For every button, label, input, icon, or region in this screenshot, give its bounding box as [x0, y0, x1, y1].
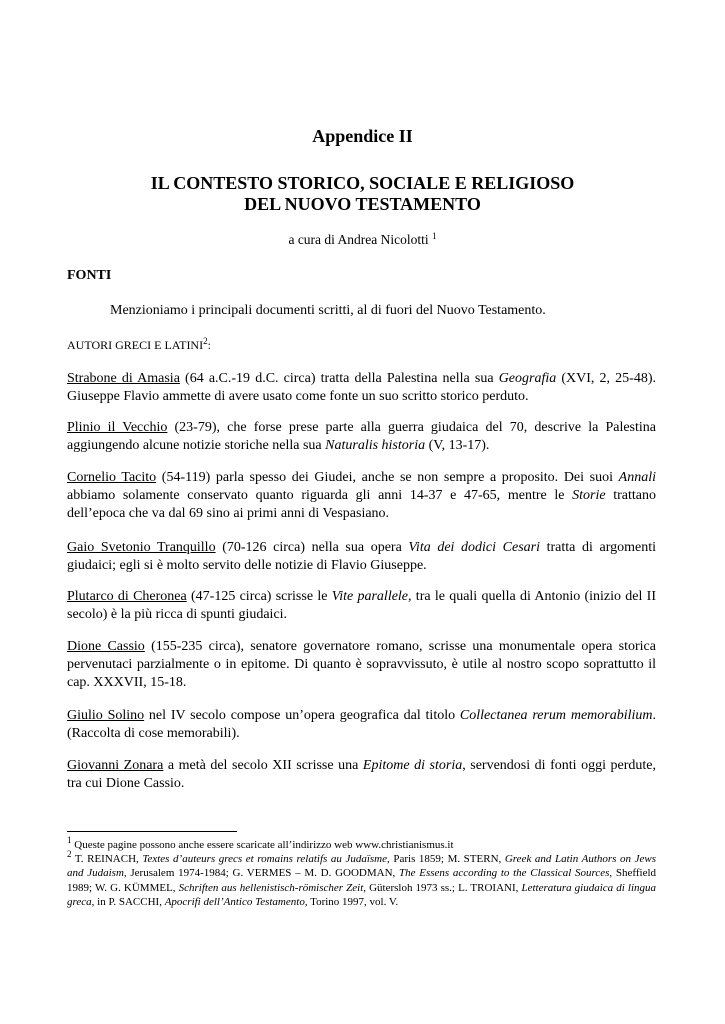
work-title: Vite parallele: [331, 589, 409, 604]
entry-plinio: [67, 419, 656, 455]
entry-dione: [67, 638, 656, 692]
footnote-text: , Sheffield 1989; W. G. KÜMMEL,: [67, 867, 657, 894]
footnote-number: 2: [67, 849, 72, 859]
cited-title: Greek and Latin Authors on Jews and Judaism: [67, 853, 656, 880]
entry-zonara: [67, 757, 656, 793]
footnote-text: , Paris 1859; M. STERN,: [387, 853, 505, 865]
entry-text: (V, 13-17).: [425, 438, 490, 453]
cited-title: Schriften aus hellenistisch-römischer Zeit: [178, 881, 364, 894]
author-name: Gaio Svetonio Tranquillo: [67, 540, 216, 555]
author-name: Strabone di Amasia: [67, 371, 180, 386]
footnote-1: [67, 835, 656, 852]
author-name: Plinio il Vecchio: [67, 420, 168, 435]
author-name: Giovanni Zonara: [67, 758, 164, 773]
entry-text: (155-235 circa), senatore governatore romano, scrisse una monumentale opera storica pervenutaci parzialmente o in epitome. Di quanto è sopravvissuto, è utile al nostro scopo soprattutto il cap. XXXVII, 15-18.: [67, 639, 656, 690]
footnote-text: , in P. SACCHI,: [91, 895, 165, 908]
subheading-colon: :: [207, 338, 211, 352]
author-name: Giulio Solino: [67, 708, 145, 723]
footnote-ref-2: 2: [203, 336, 208, 346]
work-title: Annali: [618, 470, 656, 485]
main-title-line1: IL CONTESTO STORICO, SOCIALE E RELIGIOSO: [150, 173, 575, 193]
entry-text: . (Raccolta di cose memorabili).: [67, 708, 656, 741]
author-name: Cornelio Tacito: [67, 470, 157, 485]
cited-title: The Essens according to the Classical Sources: [399, 867, 610, 880]
footnote-text: , Torino 1997, vol. V.: [304, 895, 399, 908]
appendix-title: Appendice II: [312, 126, 413, 146]
curator-text: a cura di Andrea Nicolotti: [288, 232, 429, 247]
entry-text: nel IV secolo compose un’opera geografica dal titolo: [144, 708, 460, 723]
footnote-number: 1: [67, 835, 72, 845]
entry-text: (64 a.C.-19 d.C. circa) tratta della Palestina nella sua: [179, 371, 499, 386]
author-name: Plutarco di Cheronea: [67, 589, 187, 604]
main-title-line2: DEL NUOVO TESTAMENTO: [244, 194, 481, 214]
footnote-text: Queste pagine possono anche essere scaricate all’indirizzo web www.christianismus.it: [74, 839, 454, 851]
entry-text: (54-119) parla spesso dei Giudei, anche se non sempre a proposito. Dei suoi: [156, 470, 619, 485]
footnote-text: , Jerusalem 1974-1984; G. VERMES – M. D. GOODMAN,: [123, 867, 399, 880]
work-title: Collectanea rerum memorabilium: [459, 708, 653, 723]
entry-text: , servendosi di fonti oggi perdute, tra cui Dione Cassio.: [67, 758, 657, 791]
entry-text: a metà del secolo XII scrisse una: [163, 758, 363, 773]
cited-title: Apocrifi dell’Antico Testamento: [164, 895, 305, 908]
entry-text: (70-126 circa) nella sua opera: [215, 540, 409, 555]
entry-svetonio: [67, 539, 656, 575]
footnote-2: [67, 849, 657, 909]
work-title: Storie: [572, 488, 606, 503]
entry-text: (23-79), che forse prese parte alla guerra giudaica del 70, descrive la Palestina aggiungendo alcune notizie storiche nella sua: [67, 420, 656, 453]
footnote-separator: [67, 831, 237, 832]
subheading-authors: [67, 338, 211, 353]
cited-title: Letteratura giudaica di lingua greca: [67, 881, 657, 908]
work-title: Naturalis historia: [325, 438, 426, 453]
entry-text: abbiamo solamente conservato quanto riguarda gli anni 14-37 e 47-65, mentre le: [67, 488, 573, 503]
entry-text: tratta di argomenti giudaici; egli si è molto servito delle notizie di Flavio Giuseppe.: [67, 540, 656, 573]
section-heading-fonti: FONTI: [67, 268, 112, 283]
curator-line: [0, 232, 725, 248]
footnote-ref-1: 1: [432, 231, 437, 241]
entry-solino: [67, 707, 656, 743]
entry-text: (XVI, 2, 25-48). Giuseppe Flavio ammette di avere usato come fonte un suo scritto storico perduto.: [67, 371, 657, 404]
entry-strabone: [67, 370, 656, 406]
work-title: Geografia: [498, 371, 557, 386]
subheading-text: AUTORI GRECI E LATINI: [67, 338, 204, 352]
footnote-text: , Gütersloh 1973 ss.; L. TROIANI,: [363, 881, 522, 894]
entry-text: (47-125 circa) scrisse le: [186, 589, 332, 604]
intro-paragraph: Menzioniamo i principali documenti scritti, al di fuori del Nuovo Testamento.: [110, 303, 546, 318]
footnote-text: T. REINACH,: [74, 853, 143, 865]
entry-text: , tra le quali quella di Antonio (inizio del II secolo) è la più ricca di spunti giudaici.: [67, 589, 657, 622]
entry-tacito: [67, 469, 656, 523]
author-name: Dione Cassio: [67, 639, 145, 654]
work-title: Epitome di storia: [362, 758, 463, 773]
entry-text: trattano dell’epoca che va dal 69 sino ai primi anni di Vespasiano.: [67, 488, 656, 521]
work-title: Vita dei dodici Cesari: [408, 540, 540, 555]
entry-plutarco: [67, 588, 656, 624]
cited-title: Textes d’auteurs grecs et romains relatifs au Judaïsme: [142, 853, 388, 865]
